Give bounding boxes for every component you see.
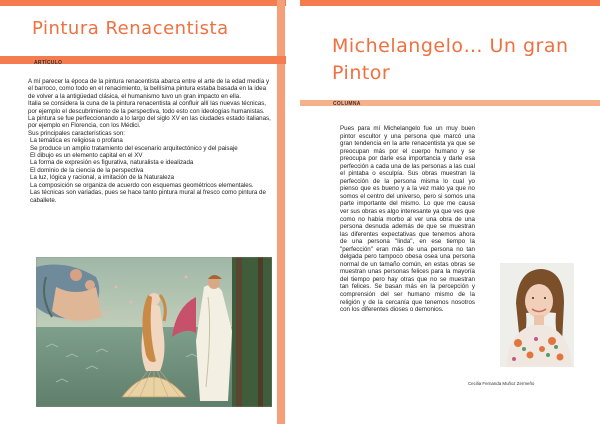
author-portrait <box>500 263 574 367</box>
left-section-tag: ARTÍCULO <box>34 60 63 66</box>
right-page-title: Michelangelo… Un gran Pintor <box>332 35 569 84</box>
article-paragraph: La pintura se fue perfeccionando a lo largo del siglo XV en las ciudades estado italianas, por ejemplo en Florencia, con los Médici. <box>28 115 271 130</box>
characteristic-item: Se produce un amplio tratamiento del escenario arquitectónico y del paisaje <box>30 144 238 152</box>
characteristic-item: La temática es religiosa o profana <box>30 137 123 145</box>
characteristic-item: El dibujo es un elemento capital en el XV <box>30 152 143 160</box>
portrait-caption: Cecilia Fernanda Muñoz Zermeño <box>468 381 535 386</box>
left-page-title: Pintura Renacentista <box>32 18 229 39</box>
characteristic-item: La composición se organiza de acuerdo con esquemas geométricos elementales. <box>30 181 254 189</box>
characteristic-item: El dominio de la ciencia de la perspectiva <box>30 166 144 174</box>
characteristic-item: Las técnicas son variadas, pues se hace tanto pintura mural al fresco como pintura de caballete. <box>30 189 266 204</box>
left-article-body <box>28 78 274 204</box>
characteristic-item: La forma de expresión es figurativa, naturalista e idealizada <box>30 159 194 167</box>
article-paragraph: A mí parecer la época de la pintura renacentista abarca entre el arte de la edad medía y el barroco, como todo en el renacimiento, la bellísima pintura estaba basada en la idea de volver a la antigüedad clásica, el humanismo tuvo un gran impacto en ella. <box>28 78 270 100</box>
birth-of-venus-painting <box>36 257 272 407</box>
article-paragraph: Sus principales características son: <box>28 129 125 137</box>
right-column-body: Pues para mí Michelangelo fue un muy buen pintor escultor y una persona que marcó una gran tendencia en la arte renacentista ya que se preocupan más por el cuerpo humano y se preocupa por darle esa importancia y darle esa perfección a cada una de las personas a las cual el pintaba o esculpía. Sus obras muestran la perfección de la persona misma lo cual yo pienso que es bueno y a la vez malo ya que no somos el centro del universo, pero si somos una parte importante del mismo. Lo que me causa ver sus obras es algo interesante ya que ves que como no había morbo al ver una obra de una persona desnuda además de que se muestran las diferentes expectativas que tenemos ahora de una persona "linda", en ese tiempo la "perfección" eran más de una persona no tan delgada pero tampoco obesa osea una persona normal de un tamaño común, en estas obras se muestran unas personas felices para la mayoría del tiempo pero hay otras que no se muestran tan felices. Se basan más en la percepción y comprensión del ser humano mismo de la religión y de la cercanía que tenemos nosotros con los diferentes dioses o demonios. <box>340 125 475 314</box>
characteristic-item: La luz, lógica y racional, a imitación de la Naturaleza <box>30 174 175 182</box>
page-gutter <box>286 0 300 424</box>
article-paragraph: Italia se considera la cuna de la pintura renacentista al confluir allí las nuevas técnicas, por ejemplo el descubrimiento de la perspectiva, todo esto con ideologías humanistas. <box>28 100 267 115</box>
right-section-tag: COLUMNA <box>333 101 361 107</box>
top-accent-bar <box>0 0 600 6</box>
